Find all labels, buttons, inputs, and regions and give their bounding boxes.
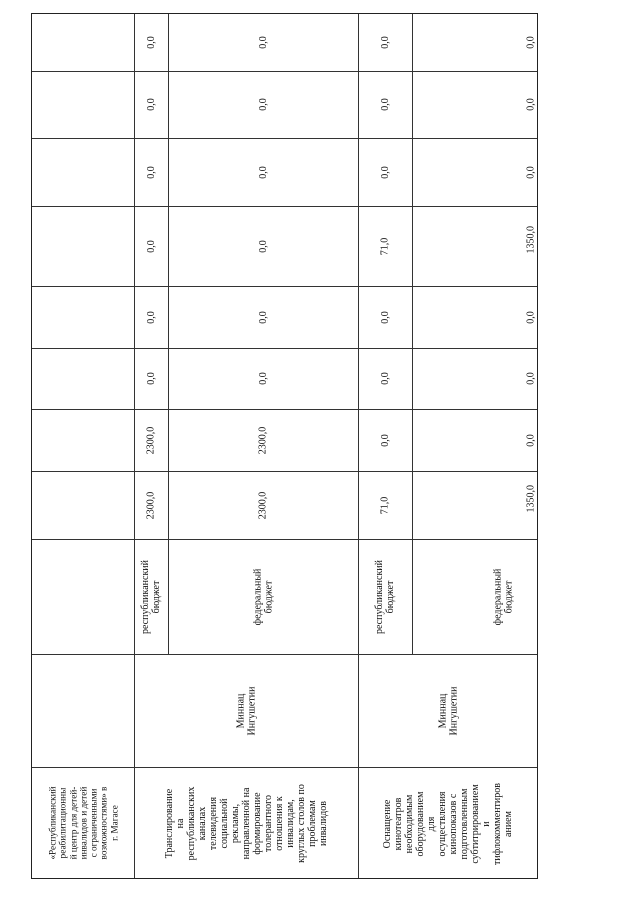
value: 0,0 [145, 310, 157, 324]
executor-cell [134, 654, 358, 767]
value-cell [168, 14, 358, 71]
value: 0,0 [379, 98, 391, 111]
value-cell [412, 348, 538, 409]
value-cell [168, 348, 358, 409]
value-cell [168, 71, 358, 138]
value: 0,0 [145, 372, 157, 385]
value: 2300,0 [257, 426, 269, 454]
value: 0,0 [257, 372, 269, 385]
value-cell [412, 471, 538, 539]
value-cell [168, 409, 358, 471]
budget-source: федеральный бюджет [252, 568, 274, 625]
value: 0,0 [525, 98, 537, 111]
value-cell [412, 409, 538, 471]
value: 0,0 [379, 310, 391, 324]
value-cell [358, 471, 412, 539]
value: 0,0 [525, 372, 537, 385]
value-cell [412, 14, 538, 71]
executor-text: Миннац Ингушетии [436, 686, 459, 735]
value: 0,0 [257, 98, 269, 111]
value-cell [134, 206, 168, 286]
value-cell [134, 138, 168, 206]
value: 0,0 [257, 36, 269, 49]
measure-text: Оснащение кинотеатров необходимым оборудованием для осуществления кинопоказов с подготовленным субтитрированием и тифлокомментиров анием [382, 782, 514, 865]
budget-table [31, 13, 538, 879]
value-cell [358, 14, 412, 71]
value-cell [168, 138, 358, 206]
value: 71,0 [379, 496, 391, 514]
value: 2300,0 [257, 491, 269, 519]
value: 2300,0 [145, 491, 157, 519]
value: 0,0 [145, 165, 157, 179]
value-cell [134, 409, 168, 471]
measure-cell [358, 767, 538, 880]
value-cell [134, 286, 168, 348]
value: 0,0 [145, 36, 157, 49]
budget-source-cell [412, 539, 538, 654]
value-cell [168, 471, 358, 539]
value: 71,0 [379, 237, 391, 255]
value-cell [412, 206, 538, 286]
value: 0,0 [145, 98, 157, 111]
value: 1350,0 [525, 225, 537, 253]
value: 0,0 [257, 239, 269, 253]
value-cell [134, 348, 168, 409]
value: 0,0 [379, 36, 391, 49]
budget-source-cell [134, 539, 168, 654]
value: 0,0 [379, 433, 391, 447]
value-cell [358, 348, 412, 409]
institution-cell [32, 767, 134, 880]
value-cell [134, 71, 168, 138]
value: 0,0 [257, 165, 269, 179]
value-cell [412, 286, 538, 348]
value-cell [168, 286, 358, 348]
value: 0,0 [525, 165, 537, 179]
budget-source-cell [168, 539, 358, 654]
budget-source: республиканский бюджет [140, 559, 162, 634]
value-cell [358, 138, 412, 206]
value-cell [412, 138, 538, 206]
value-cell [358, 409, 412, 471]
value-cell [412, 71, 538, 138]
value: 0,0 [257, 310, 269, 324]
value-cell [358, 206, 412, 286]
budget-source-cell [358, 539, 412, 654]
value-cell [134, 14, 168, 71]
executor-cell [358, 654, 538, 767]
value-cell [358, 71, 412, 138]
measure-cell [134, 767, 358, 880]
value-cell [168, 206, 358, 286]
value: 0,0 [525, 433, 537, 447]
value: 0,0 [525, 36, 537, 49]
value: 2300,0 [145, 426, 157, 454]
value-cell [358, 286, 412, 348]
institution-text: «Республиканский реабилитационны й центр для детей- инвалидов и детей с ограниченными возможностями» в г. Магасе [46, 786, 119, 860]
executor-text: Миннац Ингушетии [234, 686, 257, 735]
value: 0,0 [525, 310, 537, 324]
budget-source: республиканский бюджет [374, 559, 396, 634]
value: 1350,0 [525, 484, 537, 512]
value: 0,0 [145, 239, 157, 253]
budget-source: федеральный бюджет [492, 568, 515, 625]
value-cell [134, 471, 168, 539]
value: 0,0 [379, 165, 391, 179]
measure-text: Транслирование на республиканских каналах телевидения социальной рекламы, направленной на формирование толерантного отношения к инвалидам, круглых столов по проблемам инвалидов [163, 784, 329, 863]
value: 0,0 [379, 372, 391, 385]
